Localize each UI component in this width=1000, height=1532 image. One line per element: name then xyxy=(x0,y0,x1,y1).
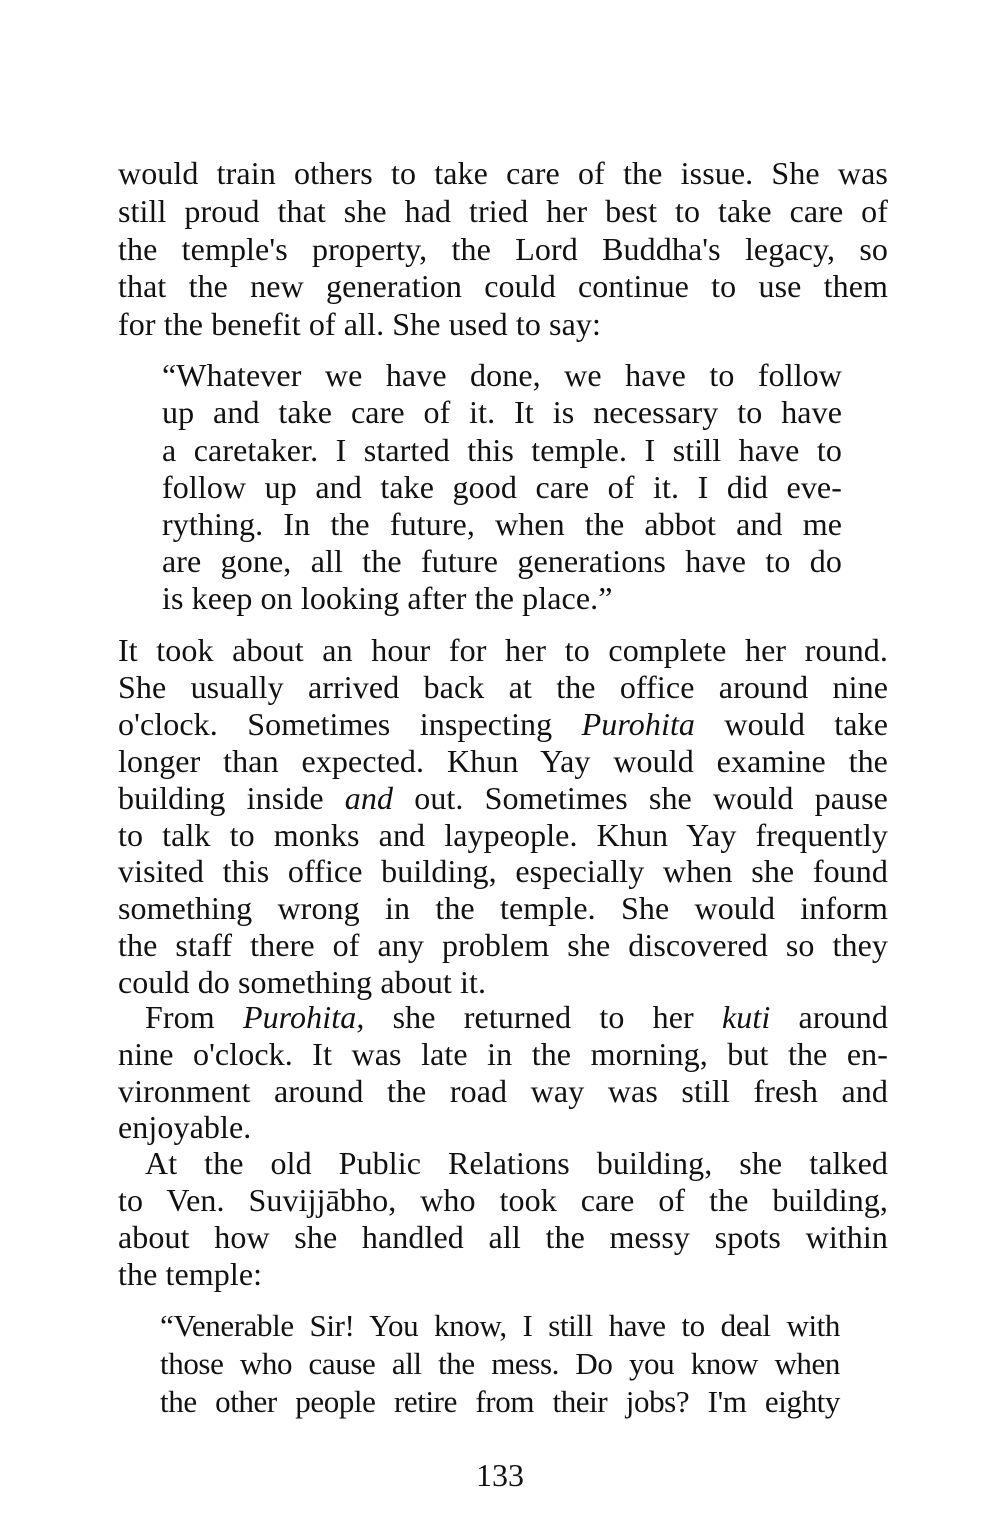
text-line: to Ven. Suvijjābho, who took care of the building, xyxy=(118,1182,888,1218)
text-line: that the new generation could continue to use them xyxy=(118,268,888,304)
text-line: visited this office building, especially when she found xyxy=(118,853,888,889)
text-line: enjoyable. xyxy=(118,1109,252,1145)
text-line: longer than expected. Khun Yay would examine the xyxy=(118,743,888,779)
text-segment: she returned to her xyxy=(364,999,722,1035)
quote-line: is keep on looking after the place.” xyxy=(162,580,613,616)
text-line: to talk to monks and laypeople. Khun Yay frequently xyxy=(118,817,888,853)
text-segment: o'clock. Sometimes inspecting xyxy=(118,706,582,742)
quote-line: “Venerable Sir! You know, I still have to deal with xyxy=(160,1308,840,1343)
quote-line: “Whatever we have done, we have to follow xyxy=(162,357,842,393)
text-line: would train others to take care of the issue. She was xyxy=(118,155,888,191)
quote-line: are gone, all the future generations have to do xyxy=(162,543,842,579)
quote-line: a caretaker. I started this temple. I still have to xyxy=(162,432,842,468)
text-line: vironment around the road way was still fresh and xyxy=(118,1073,888,1109)
quote-line: the other people retire from their jobs? I'm eighty xyxy=(160,1384,840,1419)
text-line: for the benefit of all. She used to say: xyxy=(118,306,601,342)
quote-line: follow up and take good care of it. I did eve- xyxy=(162,469,842,505)
text-line: the temple: xyxy=(118,1256,263,1292)
italic-term: Purohita, xyxy=(242,999,365,1035)
text-line: the temple's property, the Lord Buddha's legacy, so xyxy=(118,231,888,267)
text-line xyxy=(118,780,888,816)
italic-term: and xyxy=(344,780,394,816)
text-line: could do something about it. xyxy=(118,964,487,1000)
italic-term: Purohita xyxy=(581,706,696,742)
text-line: At the old Public Relations building, she talked xyxy=(145,1145,888,1181)
text-segment: would take xyxy=(695,706,888,742)
italic-term: kuti xyxy=(721,999,771,1035)
quote-line: rything. In the future, when the abbot and me xyxy=(162,506,842,542)
quote-line: up and take care of it. It is necessary to have xyxy=(162,394,842,430)
text-line: It took about an hour for her to complete her round. xyxy=(118,632,888,668)
text-line: something wrong in the temple. She would inform xyxy=(118,890,888,926)
text-segment: out. Sometimes she would pause xyxy=(393,780,888,816)
text-segment: From xyxy=(145,999,243,1035)
text-segment: building inside xyxy=(118,780,345,816)
quote-line: those who cause all the mess. Do you know when xyxy=(160,1346,840,1381)
text-line xyxy=(118,706,888,742)
text-line xyxy=(145,999,888,1035)
text-line: the staff there of any problem she discovered so they xyxy=(118,927,888,963)
page-number: 133 xyxy=(476,1457,524,1493)
text-line: about how she handled all the messy spots within xyxy=(118,1219,888,1255)
text-segment: around xyxy=(770,999,889,1035)
text-line: She usually arrived back at the office around nine xyxy=(118,669,888,705)
text-line: still proud that she had tried her best to take care of xyxy=(118,193,888,229)
text-line: nine o'clock. It was late in the morning, but the en- xyxy=(118,1036,888,1072)
